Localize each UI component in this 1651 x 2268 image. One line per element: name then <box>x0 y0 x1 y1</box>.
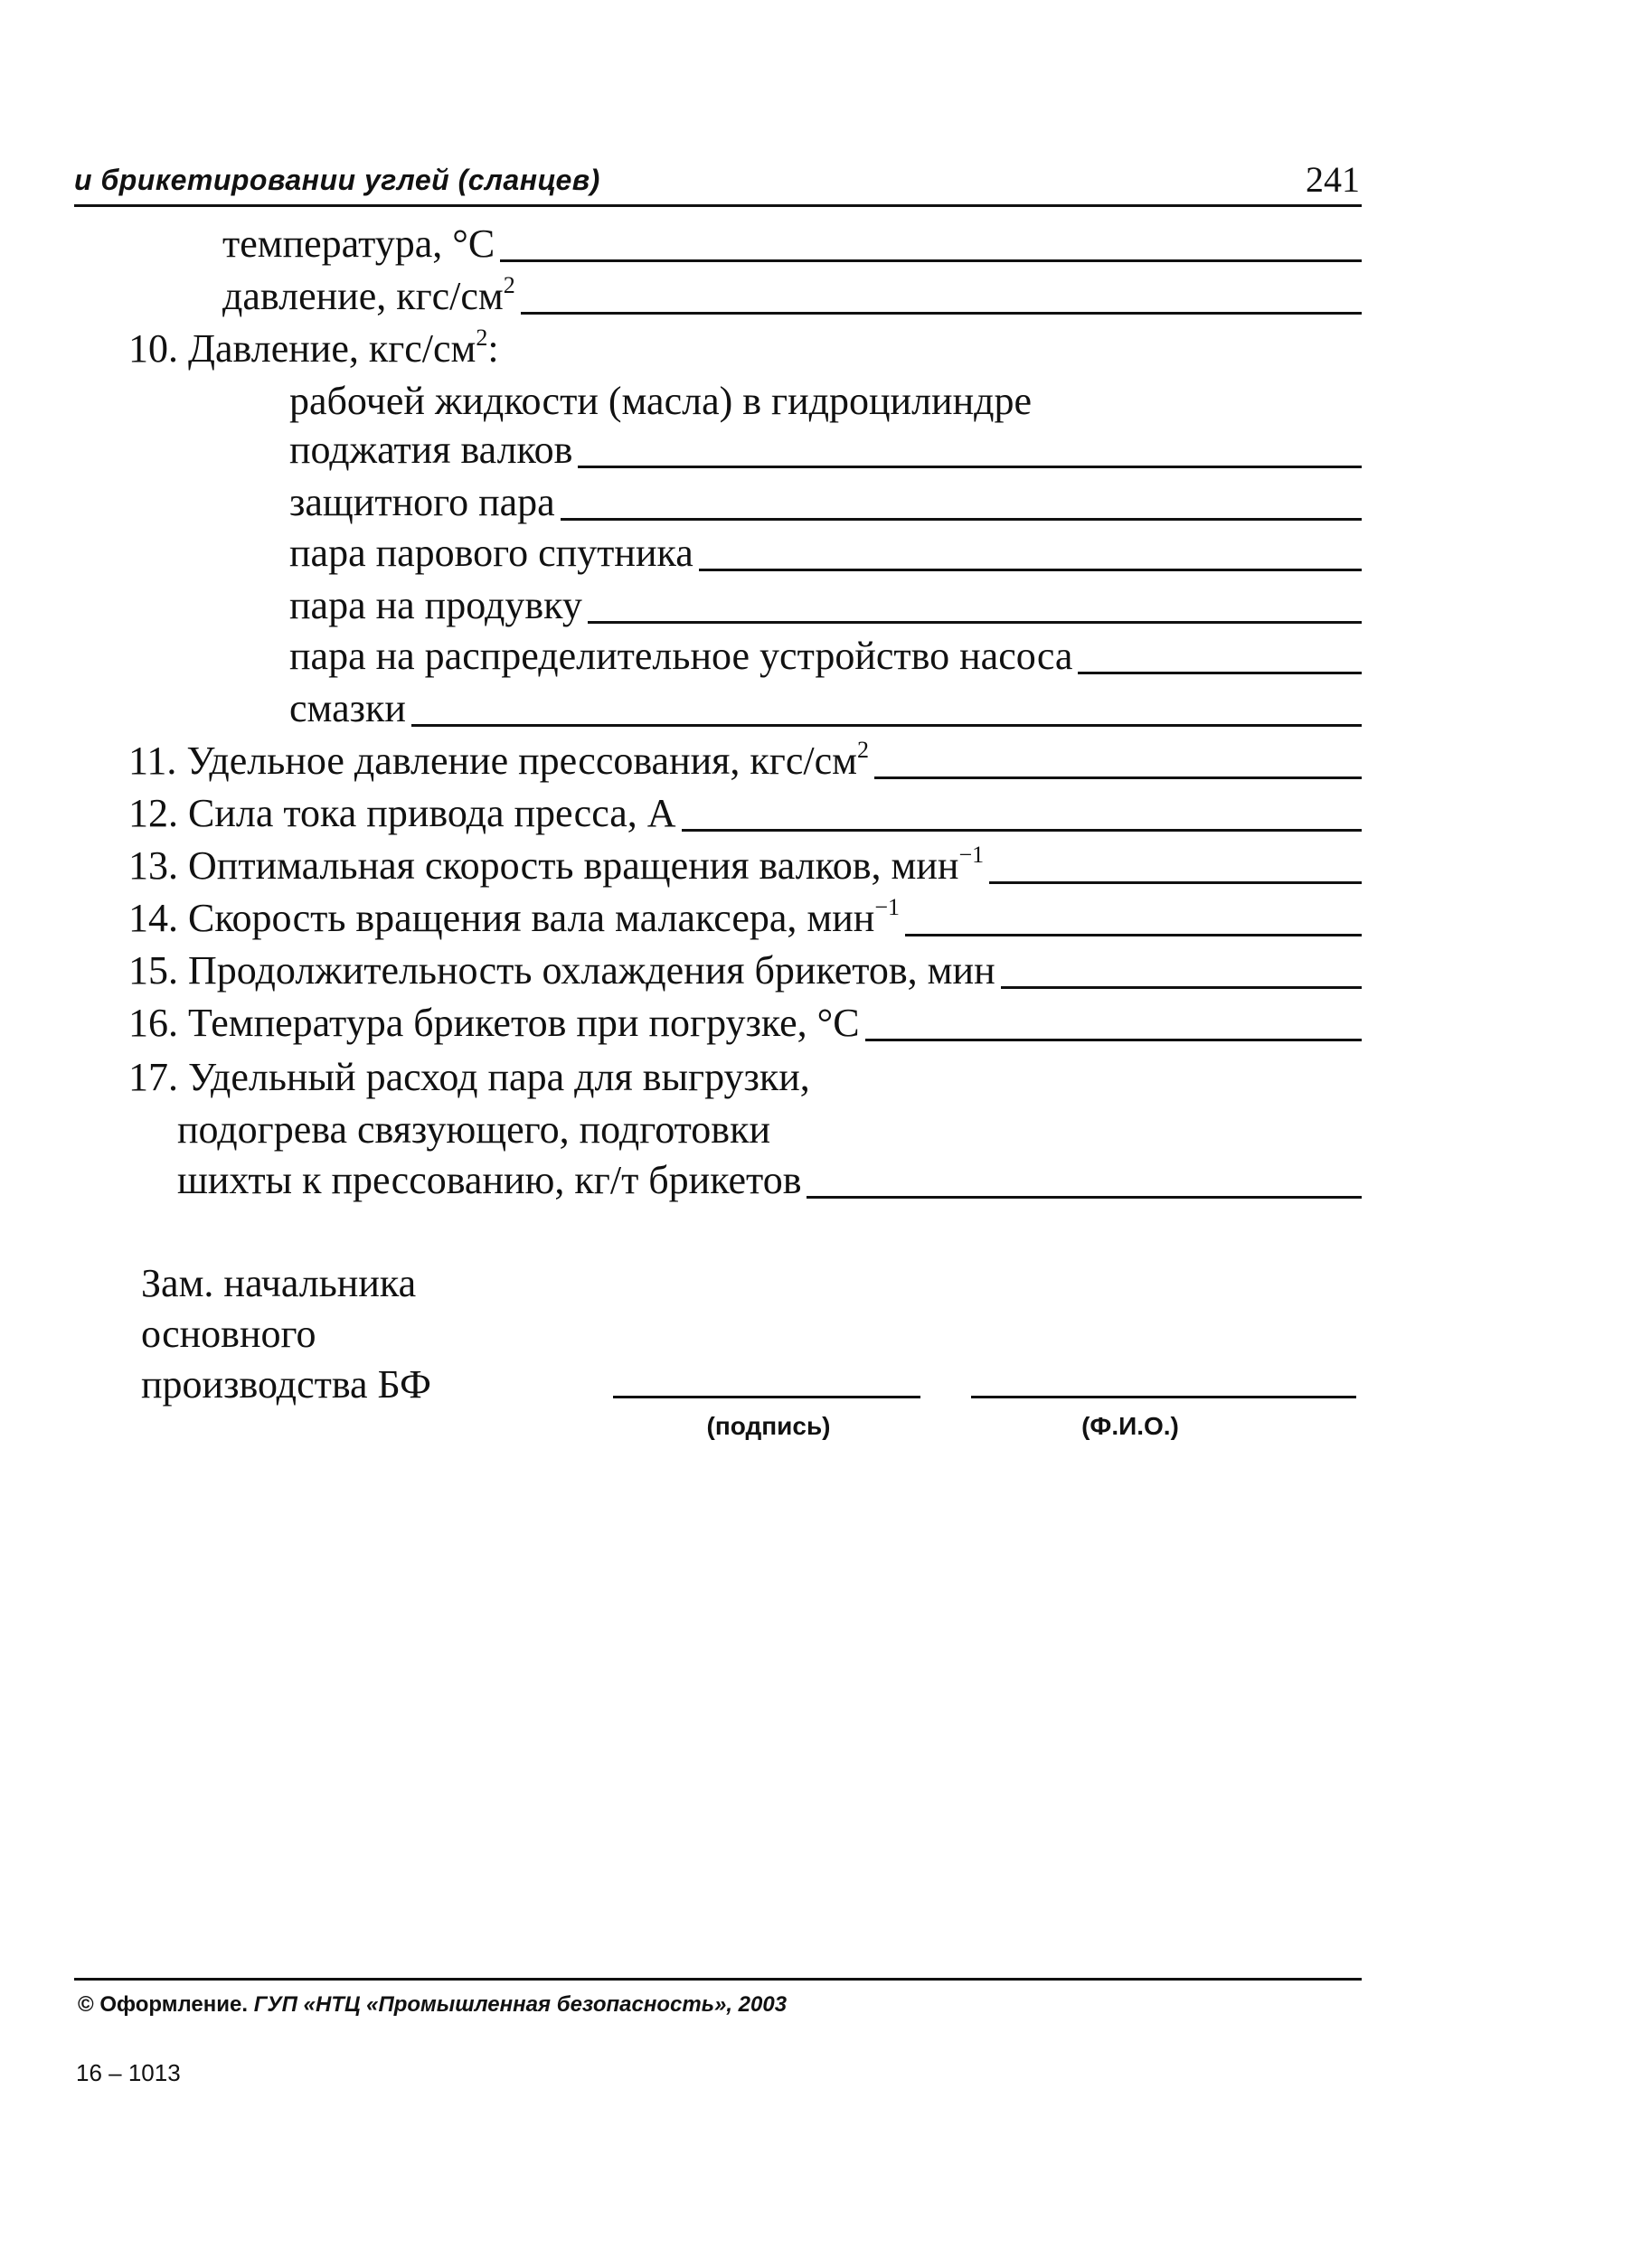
fill-in-blank[interactable] <box>578 456 1362 468</box>
field-item-11 <box>128 734 1362 785</box>
field-protective-steam <box>289 475 1362 526</box>
copyright-org: ГУП «НТЦ «Промышленная безопасность», 2003 <box>253 1992 788 2017</box>
item-10-heading: 10. Давление, кгс/$см^2$: <box>128 325 499 371</box>
fill-in-blank[interactable] <box>682 820 1362 832</box>
item-10-subheading: рабочей жидкости (масла) в гидроцилиндре <box>289 379 1033 423</box>
fill-in-blank[interactable] <box>989 872 1362 884</box>
item-17-line-1: 17. Удельный расход пара для выгрузки, <box>128 1055 810 1099</box>
field-label: пара на распределительное устройство насоса <box>289 634 1073 678</box>
field-item-13 <box>128 839 1362 889</box>
running-title: и брикетировании углей (сланцев) <box>74 164 600 196</box>
field-purge-steam <box>289 579 1362 629</box>
field-label: 14. Скорость вращения вала малаксера, мин$^{-1}$ <box>128 894 901 940</box>
field-label: 11. Удельное давление прессования, кгс/$см^2$ <box>128 737 869 783</box>
fill-in-blank[interactable] <box>411 715 1362 727</box>
field-item-14 <box>128 891 1362 942</box>
field-label: температура, °С <box>222 221 495 266</box>
name-caption: (Ф.И.О.) <box>1081 1412 1179 1440</box>
field-item-17 <box>177 1153 1362 1204</box>
fill-in-blank[interactable] <box>1001 977 1362 989</box>
field-label: давление, кгс/$см^2$ <box>222 272 515 318</box>
field-label: 16. Температура брикетов при погрузке, °С <box>128 1001 860 1045</box>
field-lubrication <box>289 682 1362 732</box>
item-17-line-2: подогрева связующего, подготовки <box>177 1107 771 1152</box>
field-label: смазки <box>289 686 406 730</box>
fill-in-blank[interactable] <box>905 925 1362 936</box>
fill-in-blank[interactable] <box>500 250 1362 262</box>
fill-in-blank[interactable] <box>865 1030 1362 1041</box>
field-item-15 <box>128 944 1362 994</box>
field-pump-distributor-steam <box>289 629 1362 680</box>
field-label: шихты к прессованию, кг/т брикетов <box>177 1158 802 1202</box>
field-label: поджатия валков <box>289 428 573 472</box>
field-roll-press <box>289 423 1362 474</box>
field-label: 15. Продолжительность охлаждения брикетов, мин <box>128 948 995 993</box>
signatory-title-line-3: производства БФ <box>141 1362 431 1407</box>
field-item-16 <box>128 996 1362 1047</box>
field-label: защитного пара <box>289 480 555 524</box>
fill-in-blank[interactable] <box>588 612 1362 624</box>
field-label: пара парового спутника <box>289 531 693 575</box>
name-blank[interactable] <box>971 1396 1356 1398</box>
field-label: 12. Сила тока привода пресса, А <box>128 791 676 835</box>
copyright-prefix: Оформление. <box>99 1992 249 2017</box>
fill-in-blank[interactable] <box>561 509 1362 521</box>
field-label: пара на продувку <box>289 583 582 627</box>
signature-blank[interactable] <box>613 1396 920 1398</box>
signatory-title-line-2: основного <box>141 1312 316 1356</box>
signature-caption: (подпись) <box>706 1412 831 1440</box>
field-steam-tracer <box>289 526 1362 577</box>
field-pressure <box>222 269 1362 320</box>
fill-in-blank[interactable] <box>699 560 1362 571</box>
fill-in-blank[interactable] <box>874 767 1362 779</box>
signatory-title-line-1: Зам. начальника <box>141 1261 417 1305</box>
copyright-symbol: © <box>78 1992 94 2017</box>
fill-in-blank[interactable] <box>807 1187 1362 1199</box>
fill-in-blank[interactable] <box>521 303 1362 315</box>
field-item-12 <box>128 786 1362 837</box>
field-temperature <box>222 217 1362 268</box>
running-header <box>74 152 1362 207</box>
page-number: 241 <box>1306 159 1360 200</box>
sheet-code: 16 – 1013 <box>76 2059 181 2086</box>
footer-rule <box>74 1978 1362 1981</box>
fill-in-blank[interactable] <box>1078 663 1362 674</box>
copyright-line <box>78 1992 787 2018</box>
field-label: 13. Оптимальная скорость вращения валков, мин$^{-1}$ <box>128 842 985 888</box>
